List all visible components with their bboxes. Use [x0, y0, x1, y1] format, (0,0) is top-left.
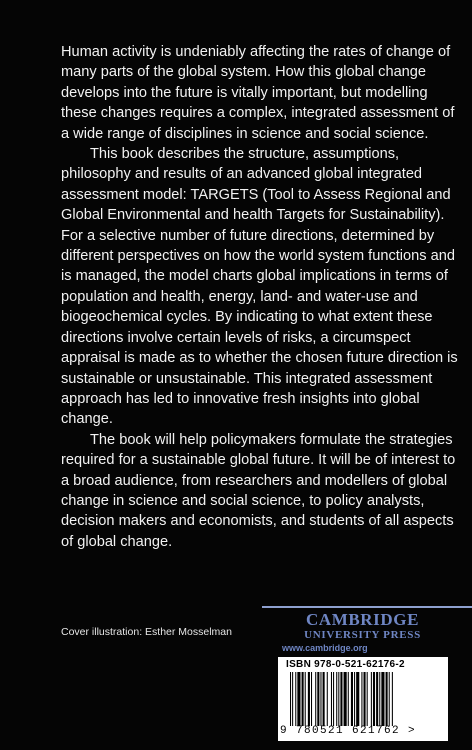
barcode-digits: 9 780521 621762 > — [280, 725, 417, 737]
blurb-paragraph-3: The book will help policymakers formulate the strategies required for a sustainable global future. It will be of interest to a broad audience, from researchers and modellers of global change in science and social science, to policy analysts, decision makers and economists, and students of all aspects of global change. — [61, 431, 456, 550]
barcode-bar — [320, 672, 321, 726]
barcode-bar — [379, 672, 380, 726]
barcode-bar — [373, 672, 375, 726]
isbn-label: ISBN 978-0-521-62176-2 — [286, 659, 405, 670]
barcode-bar — [292, 672, 293, 726]
publisher-logo — [280, 611, 445, 654]
isbn-barcode — [278, 657, 448, 741]
barcode-bar — [308, 672, 310, 726]
barcode-bar — [315, 672, 316, 726]
barcode-bar — [344, 672, 347, 726]
barcode-bar — [311, 672, 312, 726]
barcode-bar — [351, 672, 353, 726]
publisher-name: CAMBRIDGE — [305, 610, 420, 629]
barcode-bar — [381, 672, 384, 726]
barcode-bar — [290, 672, 291, 726]
barcode-bar — [295, 672, 296, 726]
barcode-bar — [297, 672, 300, 726]
publisher-divider-rule — [262, 606, 472, 608]
cover-illustration-credit: Cover illustration: Esther Mosselman — [61, 626, 232, 638]
barcode-bars-icon — [290, 672, 436, 726]
barcode-bar — [354, 672, 355, 726]
barcode-bar — [389, 672, 390, 726]
publisher-subtitle: UNIVERSITY PRESS — [304, 629, 421, 641]
barcode-bar — [331, 672, 332, 726]
barcode-bar — [327, 672, 328, 726]
barcode-bar — [323, 672, 325, 726]
barcode-bar — [317, 672, 319, 726]
barcode-bar — [361, 672, 362, 726]
barcode-bar — [336, 672, 337, 726]
barcode-bar — [386, 672, 388, 726]
back-cover-blurb — [61, 42, 461, 552]
blurb-paragraph-1: Human activity is undeniably affecting the rates of change of many parts of the global system. How this global change develops into the future is vitally important, but modelling these changes requires a complex, integrated assessment of a wide range of disciplines in science and social science. — [61, 44, 455, 142]
barcode-bar — [348, 672, 349, 726]
barcode-bar — [376, 672, 378, 726]
barcode-bar — [371, 672, 372, 726]
barcode-bar — [302, 672, 304, 726]
barcode-bar — [392, 672, 393, 726]
publisher-url: www.cambridge.org — [282, 643, 368, 653]
barcode-bar — [356, 672, 359, 726]
barcode-bar — [367, 672, 368, 726]
barcode-bar — [340, 672, 342, 726]
barcode-bar — [364, 672, 366, 726]
barcode-bar — [333, 672, 334, 726]
barcode-bar — [338, 672, 339, 726]
blurb-paragraph-2: This book describes the structure, assumptions, philosophy and results of an advanced global integrated assessment model: TARGETS (Tool to Assess Regional and Global Environmental and health Targets for Sustainability). For a selective number of future directions, determined by different perspectives on how the world system functions and is managed, the model charts global implications in terms of population and health, energy, land- and water-use and biogeochemical cycles. By indicating to what extent these directions involve certain levels of risks, a circumspect appraisal is made as to whether the chosen future direction is sustainable or unsustainable. This integrated assessment approach has led to innovative fresh insights into global change. — [61, 146, 458, 428]
barcode-bar — [305, 672, 306, 726]
